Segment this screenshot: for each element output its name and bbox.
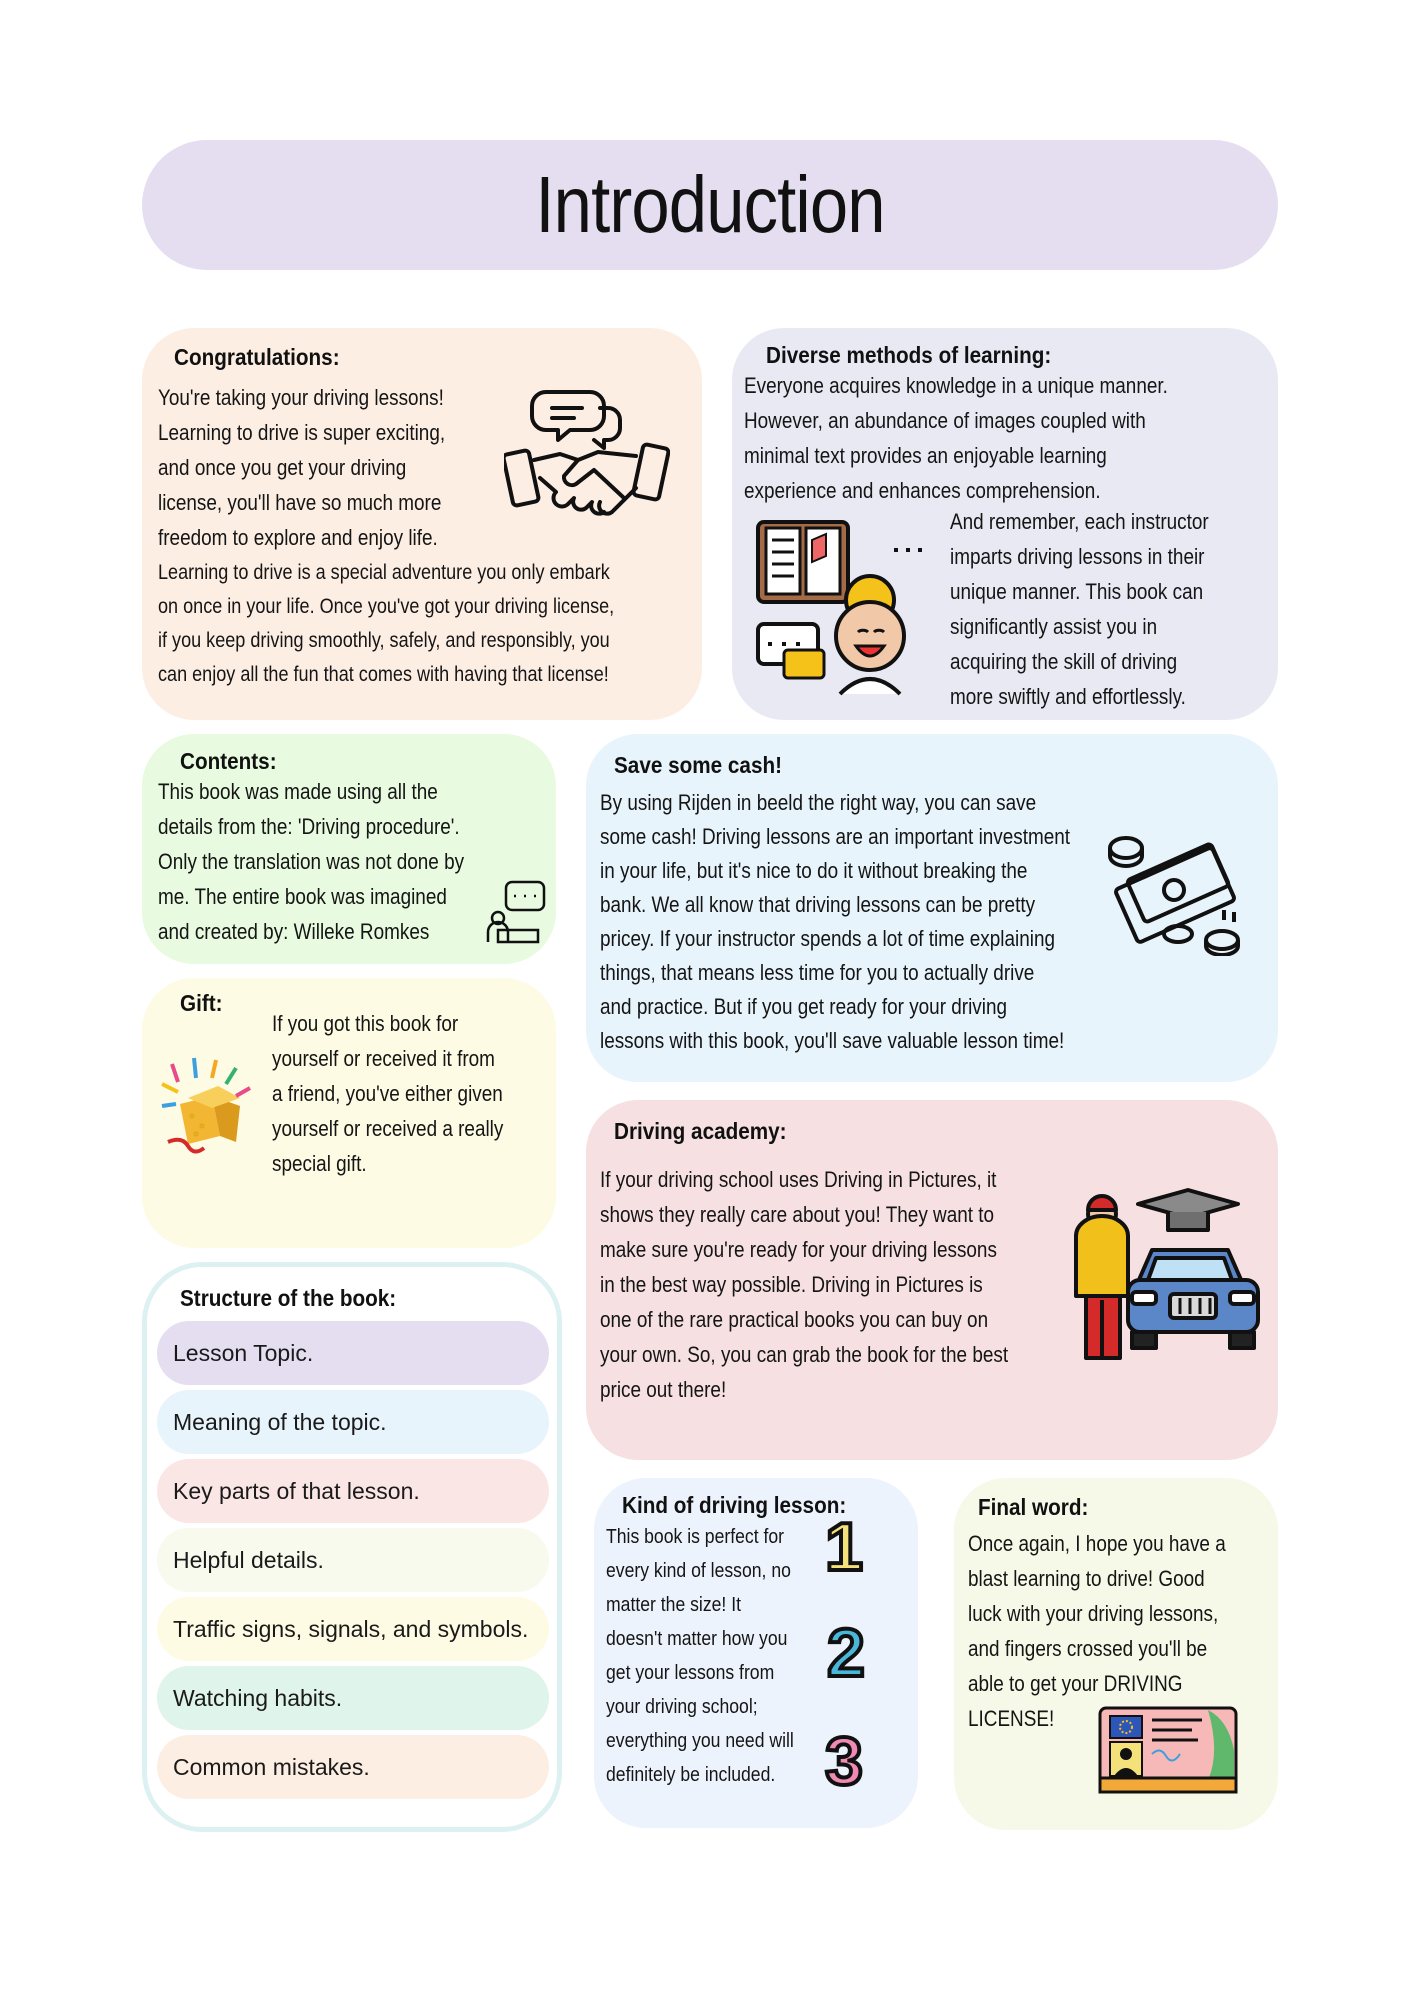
driving-academy-card	[586, 1100, 1278, 1460]
money-icon	[1106, 834, 1246, 956]
structure-item-watching-habits: Watching habits.	[157, 1666, 549, 1730]
save-cash-card	[586, 734, 1278, 1082]
structure-item-helpful-details: Helpful details.	[157, 1528, 549, 1592]
learning-icon	[754, 518, 944, 698]
final-word-text: Once again, I hope you have a blast learning to drive! Good luck with your driving lessons, and fingers crossed you'll be able to get your DRIVING LICENSE!	[968, 1531, 1226, 1731]
save-cash-text: By using Rijden in beeld the right way, you can save some cash! Driving lessons are an important investment in your life, but it's nice to do it without breaking the bank. We all know that driving lessons can be pretty pricey. If your instructor spends a lot of time explaining things, that means less time for you to actually drive and practice. But if you get ready for your driving lessons with this book, you'll save valuable lesson time!	[600, 790, 1071, 1053]
number-one-icon: 1	[825, 1509, 863, 1585]
kind-of-lesson-text: This book is perfect for every kind of lesson, no matter the size! It doesn't matter how you get your lessons from your driving school; everything you need will definitely be included.	[606, 1526, 794, 1786]
page-title-banner	[142, 140, 1278, 270]
structure-item-traffic-signs: Traffic signs, signals, and symbols.	[157, 1597, 549, 1661]
license-card-icon	[1098, 1706, 1238, 1794]
driving-academy-heading: Driving academy:	[614, 1118, 787, 1144]
chat-person-icon	[484, 880, 546, 944]
graduate-car-icon	[1066, 1188, 1266, 1366]
driving-academy-text: If your driving school uses Driving in Pictures, it shows they really care about you! They want to make sure you're ready for your driving lessons in the best way possible. Driving in Pictures is one of the rare practical books you can buy on your own. So, you can grab the book for the best price out there!	[600, 1167, 1009, 1402]
save-cash-heading: Save some cash!	[614, 752, 783, 778]
gift-heading: Gift:	[180, 990, 223, 1016]
final-word-card	[954, 1478, 1278, 1830]
congratulations-heading: Congratulations:	[174, 344, 340, 370]
diverse-methods-card	[732, 328, 1278, 720]
number-three-icon: 3	[825, 1723, 863, 1799]
diverse-methods-heading: Diverse methods of learning:	[766, 342, 1052, 368]
kind-of-lesson-card	[594, 1478, 918, 1828]
gift-card	[142, 978, 556, 1248]
gift-text: If you got this book for yourself or received it from a friend, you've either given yourself or received a really special gift.	[272, 1011, 504, 1176]
diverse-methods-text-b: And remember, each instructor imparts driving lessons in their unique manner. This book can significantly assist you in acquiring the skill of driving more swiftly and effortlessly.	[950, 509, 1209, 709]
final-word-heading: Final word:	[978, 1494, 1089, 1520]
structure-item-common-mistakes: Common mistakes.	[157, 1735, 549, 1799]
congratulations-text-a: You're taking your driving lessons! Learning to drive is super exciting, and once you get your driving license, you'll have so much more freedom to explore and enjoy life.	[158, 385, 446, 550]
congratulations-card	[142, 328, 702, 720]
structure-item-lesson-topic: Lesson Topic.	[157, 1321, 549, 1385]
congratulations-text-b: Learning to drive is a special adventure you only embark on once in your life. Once you've got your driving license, if you keep driving smoothly, safely, and responsibly, you can enjoy all the fun that comes with having that license!	[158, 561, 615, 686]
structure-heading: Structure of the book:	[180, 1285, 397, 1311]
page-title: Introduction	[535, 160, 885, 249]
gift-box-icon	[158, 1054, 262, 1158]
kind-of-lesson-heading: Kind of driving lesson:	[622, 1492, 847, 1518]
structure-item-meaning: Meaning of the topic.	[157, 1390, 549, 1454]
structure-card	[142, 1262, 562, 1832]
contents-heading: Contents:	[180, 748, 277, 774]
structure-item-key-parts: Key parts of that lesson.	[157, 1459, 549, 1523]
contents-text: This book was made using all the details from the: 'Driving procedure'. Only the translation was not done by me. The entire book was imagined and created by: Willeke Romkes	[158, 779, 465, 944]
handshake-icon	[504, 384, 670, 534]
contents-card	[142, 734, 556, 964]
number-two-icon: 2	[827, 1615, 865, 1691]
diverse-methods-text-a: Everyone acquires knowledge in a unique manner. However, an abundance of images coupled with minimal text provides an enjoyable learning experience and enhances comprehension.	[744, 373, 1168, 503]
